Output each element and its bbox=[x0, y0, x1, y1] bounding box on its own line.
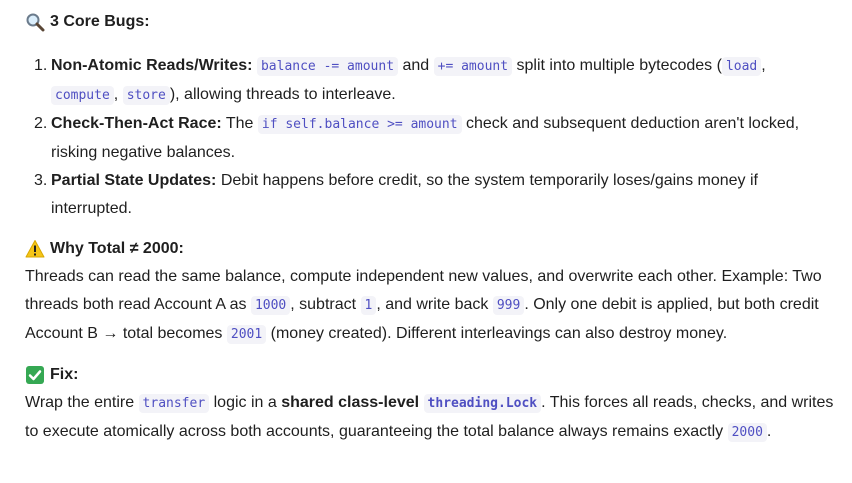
text-span: Wrap the entire bbox=[25, 394, 139, 411]
heading-text: Fix: bbox=[50, 366, 79, 383]
inline-code: 999 bbox=[493, 296, 524, 315]
text-span: (money created). Different interleavings can also destroy money. bbox=[266, 325, 728, 342]
text-span: Debit happens before credit, so the system temporarily loses/gains money if interrupted. bbox=[51, 172, 758, 217]
list-number: 1. bbox=[34, 57, 48, 74]
list-item bbox=[34, 167, 837, 223]
inline-code: compute bbox=[51, 86, 114, 105]
inline-code: load bbox=[722, 57, 761, 76]
text-span: and bbox=[398, 57, 434, 74]
list-item bbox=[34, 52, 837, 110]
text-span: split into multiple bytecodes ( bbox=[512, 57, 722, 74]
heading-text: Why Total ≠ 2000: bbox=[50, 240, 184, 257]
why-total-paragraph bbox=[25, 263, 837, 349]
section-heading-fix bbox=[25, 361, 837, 389]
explanation-content bbox=[25, 8, 837, 447]
text-span: , bbox=[113, 86, 123, 103]
text-span: , and write back bbox=[376, 296, 493, 313]
heading-text: 3 Core Bugs: bbox=[50, 13, 150, 30]
text-span: The bbox=[221, 115, 258, 132]
section-heading-core-bugs bbox=[25, 8, 837, 36]
text-span: . bbox=[766, 423, 772, 440]
text-span: check and subsequent deduction aren't locked, risking negative balances. bbox=[51, 115, 800, 161]
inline-code: store bbox=[123, 86, 170, 105]
list-number: 3. bbox=[34, 172, 48, 189]
inline-code: += amount bbox=[434, 57, 512, 76]
inline-code: 2001 bbox=[227, 325, 266, 344]
inline-code: 1000 bbox=[251, 296, 290, 315]
inline-code: balance -= amount bbox=[257, 57, 398, 76]
fix-paragraph bbox=[25, 389, 837, 447]
inline-code: 2000 bbox=[728, 423, 767, 442]
bug-title: Partial State Updates: bbox=[51, 172, 217, 189]
text-span bbox=[419, 394, 423, 411]
bug-title: Check-Then-Act Race: bbox=[51, 115, 222, 132]
check-mark-icon bbox=[25, 365, 45, 385]
bug-list bbox=[25, 52, 837, 223]
text-span: ), allowing threads to interleave. bbox=[169, 86, 396, 103]
section-heading-why-total bbox=[25, 235, 837, 263]
list-item bbox=[34, 110, 837, 167]
text-span: . This forces all reads, checks, and writes to execute atomically across both accounts, guaranteeing the total balance always remains exactly bbox=[25, 394, 834, 440]
text-span: , bbox=[761, 57, 766, 74]
text-span: Threads can read the same balance, compute independent new values, and overwrite each other. Example: Two threads both read Account A as bbox=[25, 268, 822, 313]
text-span: . Only one debit is applied, but both credit Account B → total becomes bbox=[25, 296, 819, 342]
inline-code: transfer bbox=[139, 394, 210, 413]
list-number: 2. bbox=[34, 115, 48, 132]
bold-text: shared class-level bbox=[281, 394, 420, 411]
text-span: logic in a bbox=[209, 394, 282, 411]
warning-icon bbox=[25, 239, 45, 259]
inline-code: 1 bbox=[361, 296, 377, 315]
text-span: , subtract bbox=[290, 296, 361, 313]
inline-code: threading.Lock bbox=[424, 394, 542, 413]
inline-code: if self.balance >= amount bbox=[258, 115, 462, 134]
magnifier-icon bbox=[25, 12, 45, 32]
bug-title: Non-Atomic Reads/Writes: bbox=[51, 57, 253, 74]
